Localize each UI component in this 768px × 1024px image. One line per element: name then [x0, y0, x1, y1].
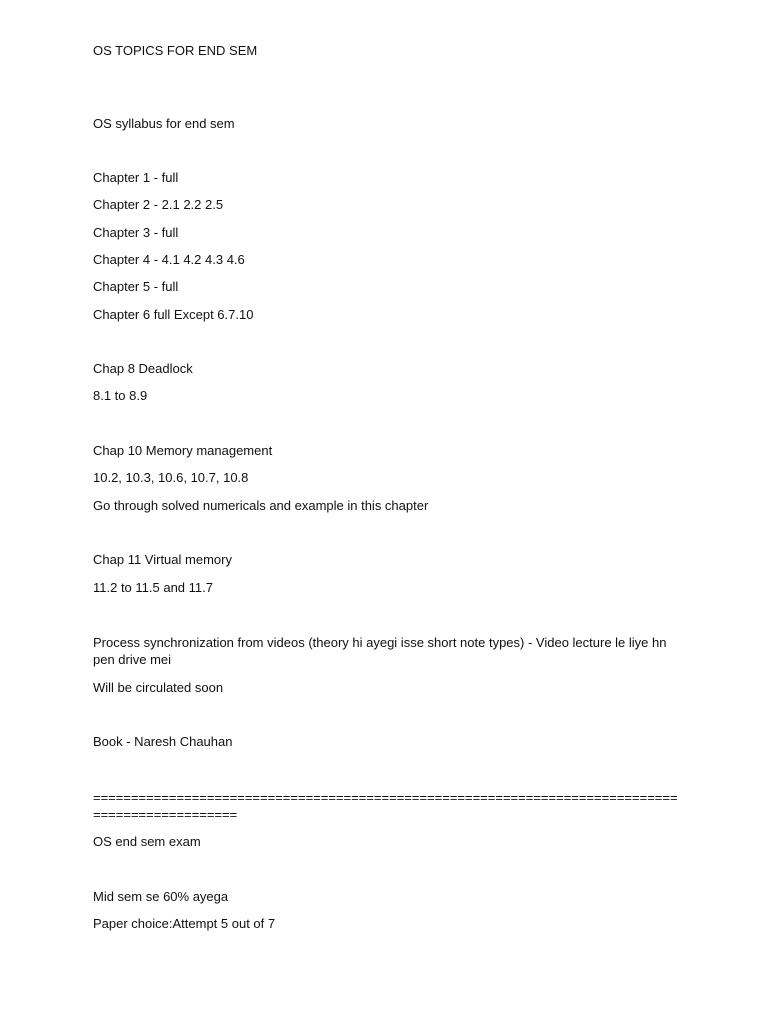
- document-title: OS TOPICS FOR END SEM: [93, 43, 258, 58]
- chap8-range: 8.1 to 8.9: [93, 388, 148, 403]
- separator-line: ================================================================================================: [93, 790, 678, 822]
- chapter-4-line: Chapter 4 - 4.1 4.2 4.3 4.6: [93, 252, 245, 267]
- circulated-note: Will be circulated soon: [93, 680, 224, 695]
- chap11-range: 11.2 to 11.5 and 11.7: [93, 580, 213, 595]
- exam-heading: OS end sem exam: [93, 834, 201, 849]
- chap10-sections: 10.2, 10.3, 10.6, 10.7, 10.8: [93, 470, 249, 485]
- chapter-1-line: Chapter 1 - full: [93, 170, 179, 185]
- chap8-title: Chap 8 Deadlock: [93, 361, 193, 376]
- chapter-5-line: Chapter 5 - full: [93, 279, 179, 294]
- chap10-title: Chap 10 Memory management: [93, 443, 273, 458]
- chapter-6-line: Chapter 6 full Except 6.7.10: [93, 307, 254, 322]
- chap10-note: Go through solved numericals and example in this chapter: [93, 498, 429, 513]
- chapter-3-line: Chapter 3 - full: [93, 225, 179, 240]
- syllabus-heading: OS syllabus for end sem: [93, 116, 235, 131]
- midsem-note: Mid sem se 60% ayega: [93, 889, 229, 904]
- paper-choice: Paper choice:Attempt 5 out of 7: [93, 916, 276, 931]
- process-sync-note: Process synchronization from videos (theory hi ayegi isse short note types) - Video lecture le liye hn pen drive mei: [93, 635, 667, 667]
- chap11-title: Chap 11 Virtual memory: [93, 552, 232, 567]
- chapter-2-line: Chapter 2 - 2.1 2.2 2.5: [93, 197, 224, 212]
- book-line: Book - Naresh Chauhan: [93, 734, 233, 749]
